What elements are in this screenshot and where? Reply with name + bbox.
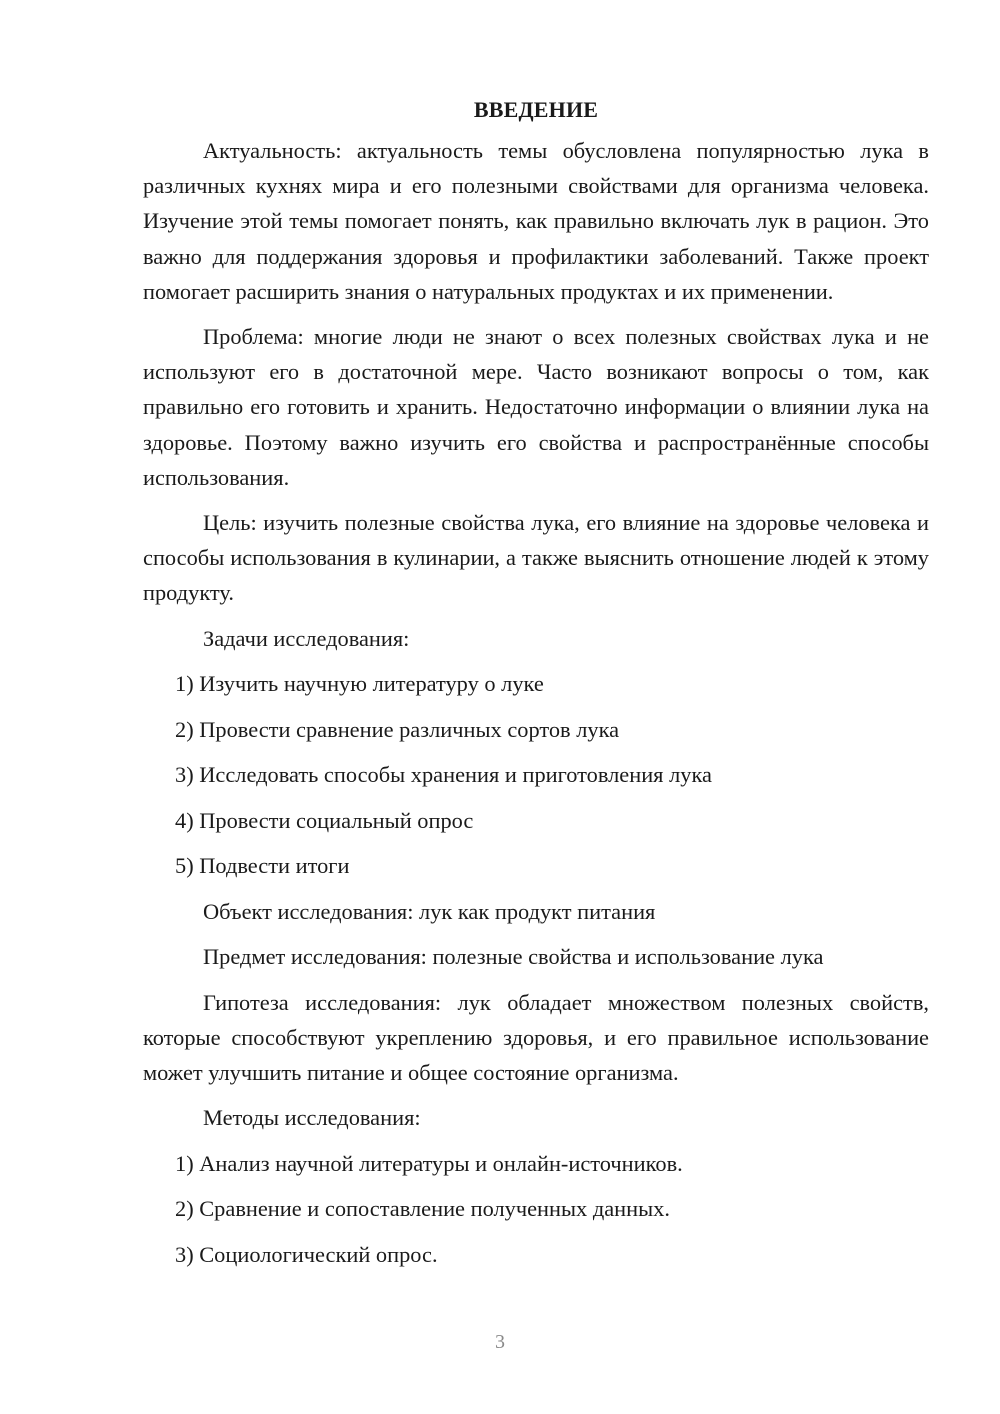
method-item: 2) Сравнение и сопоставление полученных данных.: [175, 1196, 670, 1222]
tasks-heading: Задачи исследования:: [203, 625, 410, 651]
document-page: [143, 92, 929, 1282]
task-item: 2) Провести сравнение различных сортов лука: [175, 716, 620, 742]
problem-paragraph: Проблема: многие люди не знают о всех полезных свойствах лука и не используют его в достаточной мере. Часто возникают вопросы о том, как правильно его готовить и хранить. Недостаточно информации о влиянии лука на здоровье. Поэтому важно изучить его свойства и распространённые способы использования.: [143, 324, 929, 490]
hypothesis-paragraph: Гипотеза исследования: лук обладает множеством полезных свойств, которые способствуют укреплению здоровья, и его правильное использование может улучшить питание и общее состояние организма.: [143, 989, 929, 1086]
method-item: 1) Анализ научной литературы и онлайн-источников.: [175, 1150, 683, 1176]
subject-paragraph: Предмет исследования: полезные свойства и использование лука: [203, 944, 824, 970]
tasks-list: [143, 666, 929, 883]
task-item: 1) Изучить научную литературу о луке: [175, 671, 544, 697]
methods-heading: Методы исследования:: [203, 1105, 421, 1131]
page-number: 3: [495, 1331, 505, 1353]
task-item: 4) Провести социальный опрос: [175, 807, 474, 833]
method-item: 3) Социологический опрос.: [175, 1241, 438, 1267]
goal-paragraph: Цель: изучить полезные свойства лука, его влияние на здоровье человека и способы использования в кулинарии, а также выяснить отношение людей к этому продукту.: [143, 510, 929, 606]
object-paragraph: Объект исследования: лук как продукт питания: [203, 898, 656, 924]
task-item: 3) Исследовать способы хранения и приготовления лука: [175, 762, 712, 788]
task-item: 5) Подвести итоги: [175, 853, 350, 879]
relevance-paragraph: Актуальность: актуальность темы обусловлена популярностью лука в различных кухнях мира и его полезными свойствами для организма человека. Изучение этой темы помогает понять, как правильно включать лук в рацион. Это важно для поддержания здоровья и профилактики заболеваний. Также проект помогает расширить знания о натуральных продуктах и их применении.: [143, 138, 929, 304]
section-title: ВВЕДЕНИЕ: [473, 97, 599, 122]
methods-list: [143, 1146, 929, 1272]
